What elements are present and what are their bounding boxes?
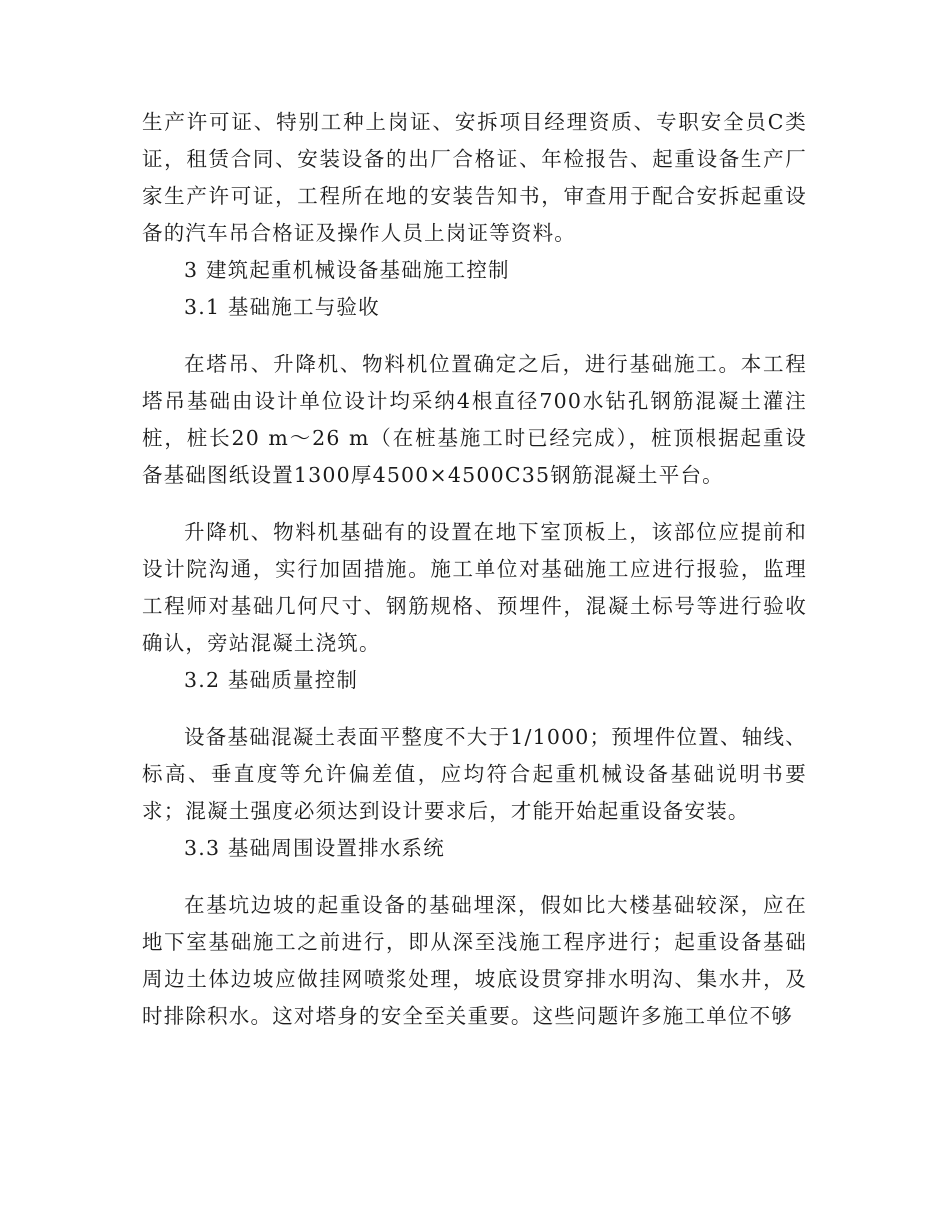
section-heading-3-3: 3.3 基础周围设置排水系统 bbox=[184, 836, 445, 860]
paragraph-drainage-system: 在基坑边坡的起重设备的基础埋深，假如比大楼基础较深，应在地下室基础施工之前进行，即从深至浅施工程序进行；起重设备基础周边土体边坡应做挂网喷浆处理，坡底设贯穿排水明沟、集水井，及时排除积水。这对塔身的安全至关重要。这些问题许多施工单位不够 bbox=[142, 893, 807, 1028]
paragraph-quality-control: 设备基础混凝土表面平整度不大于1/1000；预埋件位置、轴线、标高、垂直度等允许偏差值，应均符合起重机械设备基础说明书要求；混凝土强度必须达到设计要求后，才能开始起重设备安装。 bbox=[142, 725, 807, 823]
document-page bbox=[142, 104, 807, 1035]
section-heading-3-2: 3.2 基础质量控制 bbox=[184, 668, 359, 692]
paragraph-qualification-review: 生产许可证、特别工种上岗证、安拆项目经理资质、专职安全员C类证，租赁合同、安装设备的出厂合格证、年检报告、起重设备生产厂家生产许可证，工程所在地的安装告知书，审查用于配合安拆起重设备的汽车吊合格证及操作人员上岗证等资料。 bbox=[142, 110, 807, 245]
paragraph-foundation-construction: 在塔吊、升降机、物料机位置确定之后，进行基础施工。本工程塔吊基础由设计单位设计均采纳4根直径700水钻孔钢筋混凝土灌注桩，桩长20 m～26 m（在桩基施工时已经完成），桩顶根据起重设备基础图纸设置1300厚4500×4500C35钢筋混凝土平台。 bbox=[142, 352, 807, 487]
section-heading-3: 3 建筑起重机械设备基础施工控制 bbox=[184, 258, 510, 282]
section-heading-3-1: 3.1 基础施工与验收 bbox=[184, 295, 380, 319]
paragraph-lift-foundation: 升降机、物料机基础有的设置在地下室顶板上，该部位应提前和设计院沟通，实行加固措施。施工单位对基础施工应进行报验，监理工程师对基础几何尺寸、钢筋规格、预埋件，混凝土标号等进行验收确认，旁站混凝土浇筑。 bbox=[142, 520, 807, 655]
